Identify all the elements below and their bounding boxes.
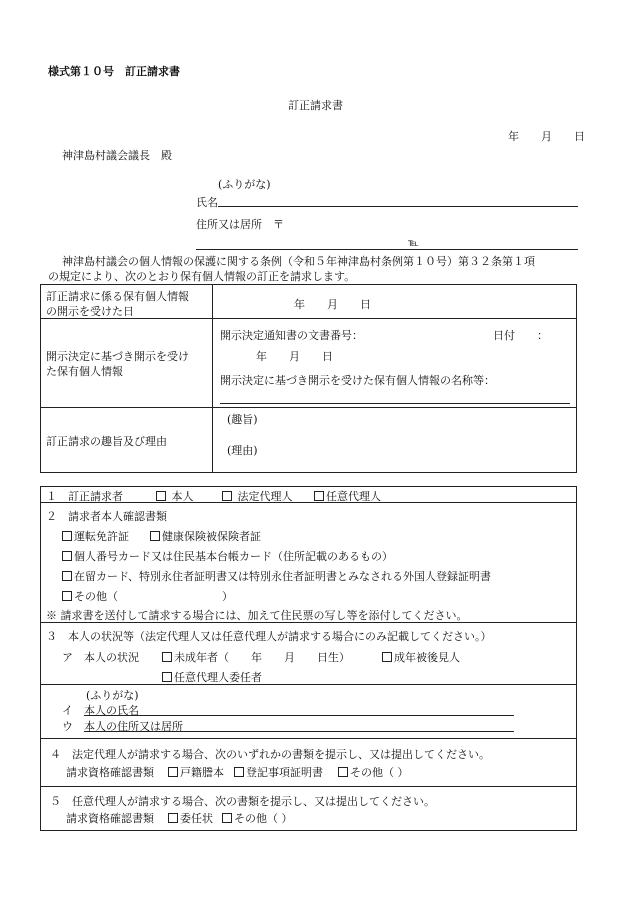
voluntary-agent-other-label: その他（ ） [234,812,293,825]
disclosed-info-label: 開示決定に基づき開示を受け [46,350,189,363]
id-license-checkbox[interactable] [62,528,129,544]
checkbox-icon[interactable] [62,591,72,601]
intro-line-2: の規定により、次のとおり保有個人情報の訂正を請求します。 [48,270,356,283]
disclosed-date-field[interactable]: 年 月 日 [294,298,371,311]
purpose-field[interactable]: (趣旨) [227,413,258,426]
table-row-separator [40,407,577,408]
section-separator [40,738,577,739]
principal-minor-label: 未成年者（ 年 月 日生） [174,651,350,664]
requester-self-label: 本人 [171,490,194,503]
legal-agent-registry-checkbox[interactable] [234,764,323,780]
id-insurance-checkbox[interactable] [150,528,261,544]
form-number: 様式第１０号 訂正請求書 [48,65,180,78]
id-license-label: 運転免許証 [74,530,129,543]
voluntary-agent-docs-title: ５ 任意代理人が請求する場合、次の書類を提示し、又は提出してください。 [50,795,435,808]
id-other-checkbox[interactable] [62,588,118,604]
checkbox-icon[interactable] [62,531,72,541]
checkbox-icon[interactable] [162,652,172,662]
legal-agent-other-checkbox[interactable] [338,764,409,780]
section-separator [40,786,577,787]
legal-agent-docs-title: ４ 法定代理人が請求する場合、次のいずれかの書類を提示し、又は提出してください。 [50,748,490,761]
checkbox-icon[interactable] [222,813,232,823]
page-title: 訂正請求書 [288,99,343,112]
tel-label: ℡ [408,238,419,249]
purpose-reason-label: 訂正請求の趣旨及び理由 [46,435,167,448]
id-other-close: ） [222,590,233,603]
legal-agent-docs-label: 請求資格確認書類 [66,766,154,779]
disclosed-info-label-2: た保有個人情報 [46,365,123,378]
principal-address-label: ウ 本人の住所又は居所 [62,720,183,733]
principal-status-title: ３ 本人の状況等（法定代理人又は任意代理人が請求する場合にのみ記載してください。） [46,630,492,643]
furigana-label: (ふりがな) [218,178,271,191]
principal-adult-guardian-checkbox[interactable] [382,649,460,665]
checkbox-icon[interactable] [62,571,72,581]
legal-agent-registry-label: 登記事項証明書 [246,766,323,779]
notice-number-field[interactable]: 開示決定通知書の文書番号： [220,329,363,342]
checkbox-icon[interactable] [314,491,324,501]
voluntary-agent-docs-label: 請求資格確認書類 [66,812,154,825]
checkbox-icon[interactable] [62,551,72,561]
checkbox-icon[interactable] [150,531,160,541]
principal-agent-principal-checkbox[interactable] [162,669,262,685]
requester-voluntary-agent-label: 任意代理人 [326,490,381,503]
voluntary-agent-proxy-checkbox[interactable] [168,810,213,826]
name-label: 氏名 [196,196,218,209]
mail-note: ※ 請求書を送付して請求する場合には、加えて住民票の写し等を添付してください。 [46,609,468,622]
info-name-field[interactable] [220,403,570,404]
checkbox-icon[interactable] [168,767,178,777]
checkbox-icon[interactable] [338,767,348,777]
requester-type-label: １ 訂正請求者 [46,490,123,503]
addressee: 神津島村議会議長 殿 [62,149,172,162]
legal-agent-koseki-label: 戸籍謄本 [180,766,224,779]
id-insurance-label: 健康保険被保険者証 [162,530,261,543]
checkbox-icon[interactable] [382,652,392,662]
disclosed-date-label: 訂正請求に係る保有個人情報 [46,290,189,303]
requester-voluntary-agent-checkbox[interactable] [314,488,381,504]
id-residence-checkbox[interactable] [62,568,491,584]
principal-address-field[interactable] [84,731,514,732]
id-residence-label: 在留カード、特別永住者証明書又は特別永住者証明書とみなされる外国人登録証明書 [74,570,492,583]
principal-furigana-label: (ふりがな) [86,689,139,702]
id-other-label: その他（ [74,590,118,603]
address-label: 住所又は居所 〒 [196,218,284,231]
requester-legal-agent-checkbox[interactable] [222,488,293,504]
request-date[interactable]: 年 月 日 [508,130,585,143]
id-mynumber-label: 個人番号カード又は住民基本台帳カード（住所記載のあるもの） [74,550,393,563]
intro-line-1: 神津島村議会の個人情報の保護に関する条例（令和５年神津島村条例第１０号）第３２条第１項 [62,255,535,268]
legal-agent-koseki-checkbox[interactable] [168,764,224,780]
requester-self-checkbox[interactable] [156,488,194,504]
voluntary-agent-proxy-label: 委任状 [180,812,213,825]
id-mynumber-checkbox[interactable] [62,548,393,564]
principal-agent-principal-label: 任意代理人委任者 [174,671,262,684]
notice-date-label[interactable]: 日付 ： [493,329,548,342]
section-separator [40,684,577,685]
checkbox-icon[interactable] [156,491,166,501]
checkbox-icon[interactable] [168,813,178,823]
checkbox-icon[interactable] [234,767,244,777]
voluntary-agent-other-checkbox[interactable] [222,810,293,826]
checkbox-icon[interactable] [222,491,232,501]
principal-adult-guardian-label: 成年被後見人 [394,651,460,664]
requester-legal-agent-label: 法定代理人 [237,490,293,503]
principal-status-label: ア 本人の状況 [62,651,139,664]
checkbox-icon[interactable] [162,672,172,682]
info-name-label: 開示決定に基づき開示を受けた保有個人情報の名称等： [220,374,495,387]
notice-date-field[interactable]: 年 月 日 [256,350,333,363]
reason-field[interactable]: (理由) [227,444,258,457]
address-field[interactable] [196,249,578,250]
id-documents-title: ２ 請求者本人確認書類 [46,510,167,523]
name-field[interactable] [218,206,578,207]
principal-name-label: イ 本人の氏名 [62,704,139,717]
table-divider [212,284,213,473]
legal-agent-other-label: その他（ ） [350,766,409,779]
disclosed-date-label-2: の開示を受けた日 [46,305,134,318]
principal-name-field[interactable] [84,715,514,716]
principal-minor-checkbox[interactable] [162,649,350,665]
